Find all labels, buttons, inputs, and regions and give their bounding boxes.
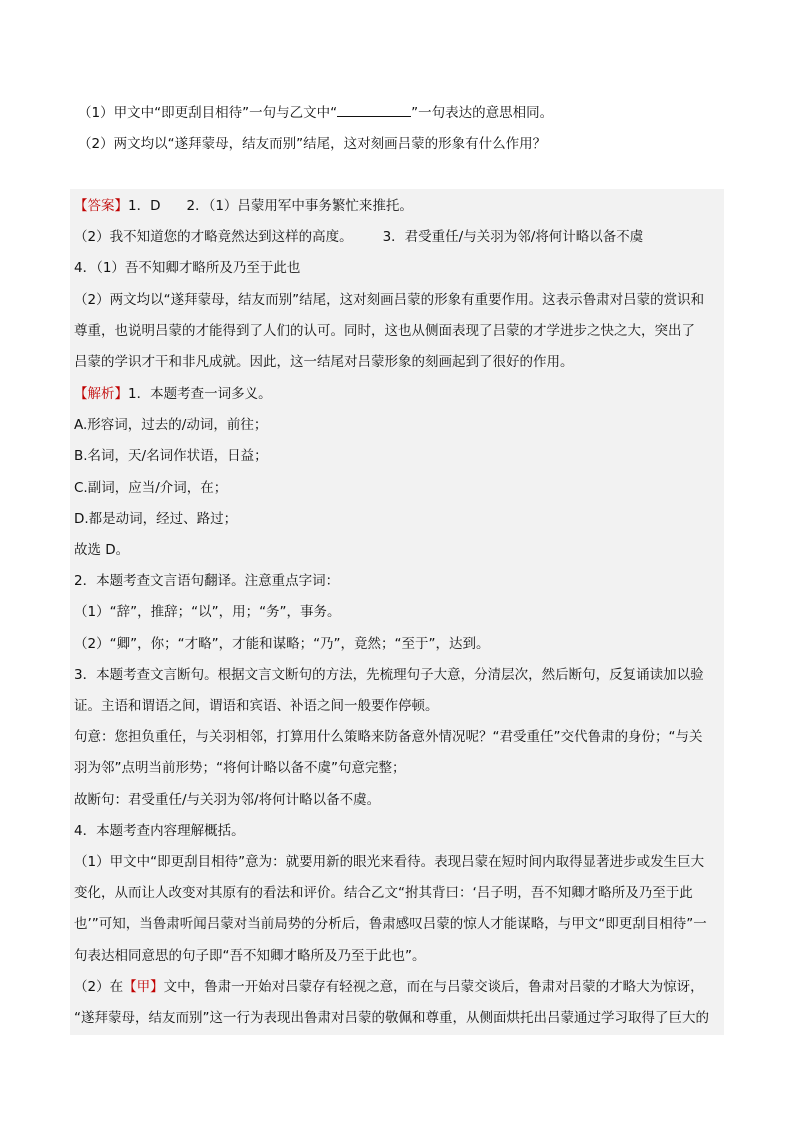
answer-line-2 — [74, 227, 643, 247]
analysis-line-3: B.名词，天/名词作状语，日益； — [74, 448, 268, 464]
question-1-after: ”一句表达的意思相同。 — [411, 105, 554, 121]
analysis-20-text: 文中，鲁肃一开始对吕蒙存有轻视之意，而在与吕蒙交谈后，鲁肃对吕蒙的才略大为惊讶， — [163, 979, 704, 995]
question-1-before: （1）甲文中“即更刮目相待”一句与乙文中“ — [78, 105, 338, 121]
analysis-line-17: 变化，从而让人改变对其原有的看法和评价。结合乙文“拊其背曰：‘吕子明，吾不知卿才略所及乃至于此 — [74, 885, 693, 901]
answer-line-1 — [74, 196, 413, 216]
analysis-line-6: 故选 D。 — [74, 542, 130, 558]
answer-tag: 【答案】 — [74, 198, 128, 214]
analysis-line-4: C.副词，应当/介词，在； — [74, 480, 228, 496]
analysis-line-15: 4．本题考查内容理解概括。 — [74, 823, 245, 839]
analysis-line-11: 证。主语和谓语之间，谓语和宾语、补语之间一般要作停顿。 — [74, 698, 439, 714]
analysis-line-20 — [74, 977, 704, 997]
answer-line-4: （2）两文均以“遂拜蒙母，结友而别”结尾，这对刻画吕蒙的形象有重要作用。这表示鲁肃对吕蒙的赏识和 — [74, 292, 705, 308]
analysis-line-12: 句意：您担负重任，与关羽相邻，打算用什么策略来防备意外情况呢？“君受重任”交代鲁肃的身份；“与关 — [74, 729, 703, 745]
answer-line-3: 4．（1）吾不知卿才略所及乃至于此也 — [74, 260, 301, 276]
analysis-line-7: 2．本题考查文言语句翻译。注意重点字词： — [74, 573, 340, 589]
answer-line-6: 吕蒙的学识才干和非凡成就。因此，这一结尾对吕蒙形象的刻画起到了很好的作用。 — [74, 354, 574, 370]
analysis-tag: 【解析】 — [74, 386, 128, 402]
analysis-line-8: （1）“辞”，推辞；“以”，用；“务”，事务。 — [74, 604, 341, 620]
analysis-line-14: 故断句：君受重任/与关羽为邻/将何计略以备不虞。 — [74, 792, 381, 808]
analysis-line-2: A.形容词，过去的/动词，前往； — [74, 417, 268, 433]
answer-3: 3．君受重任/与关羽为邻/将何计略以备不虞 — [382, 229, 644, 245]
analysis-line-16: （1）甲文中“即更刮目相待”意为：就要用新的眼光来看待。表现吕蒙在短时间内取得显著进步或发生巨大 — [74, 854, 705, 870]
analysis-line-13: 羽为邻”点明当前形势；“将何计略以备不虞”句意完整； — [74, 760, 406, 776]
question-2: （2）两文均以“遂拜蒙母，结友而别”结尾，这对刻画吕蒙的形象有什么作用？ — [78, 136, 547, 152]
analysis-20-prefix: （2）在 — [74, 979, 124, 995]
analysis-line-21: “遂拜蒙母，结友而别”这一行为表现出鲁肃对吕蒙的敬佩和尊重，从侧面烘托出吕蒙通过学习取得了巨大的 — [74, 1010, 709, 1026]
analysis-line-19: 句表达相同意思的句子即“吾不知卿才略所及乃至于此也”。 — [74, 948, 426, 964]
analysis-line-9: （2）“卿”，你；“才略”，才能和谋略；“乃”，竟然；“至于”，达到。 — [74, 636, 490, 652]
analysis-line-5: D.都是动词，经过、路过； — [74, 511, 238, 527]
jia-tag: 【甲】 — [123, 979, 164, 995]
fill-blank — [337, 102, 411, 117]
analysis-text: 1．本题考查一词多义。 — [128, 386, 272, 402]
answer-1: 1．D — [128, 198, 161, 214]
analysis-line-1 — [74, 384, 272, 404]
answer-line-5: 尊重，也说明吕蒙的才能得到了人们的认可。同时，这也从侧面表现了吕蒙的才学进步之快之大，突出了 — [74, 323, 695, 339]
analysis-line-10: 3．本题考查文言断句。根据文言文断句的方法，先梳理句子大意，分清层次，然后断句，反复诵读加以验 — [74, 667, 704, 683]
question-1 — [78, 102, 553, 123]
answer-2-2: （2）我不知道您的才略竟然达到这样的高度。 — [74, 229, 353, 245]
analysis-line-18: 也’”可知，当鲁肃听闻吕蒙对当前局势的分析后，鲁肃感叹吕蒙的惊人才能谋略，与甲文“即更刮目相待”一 — [74, 916, 707, 932]
answer-2-1: 2．（1）吕蒙用军中事务繁忙来推托。 — [186, 198, 413, 214]
